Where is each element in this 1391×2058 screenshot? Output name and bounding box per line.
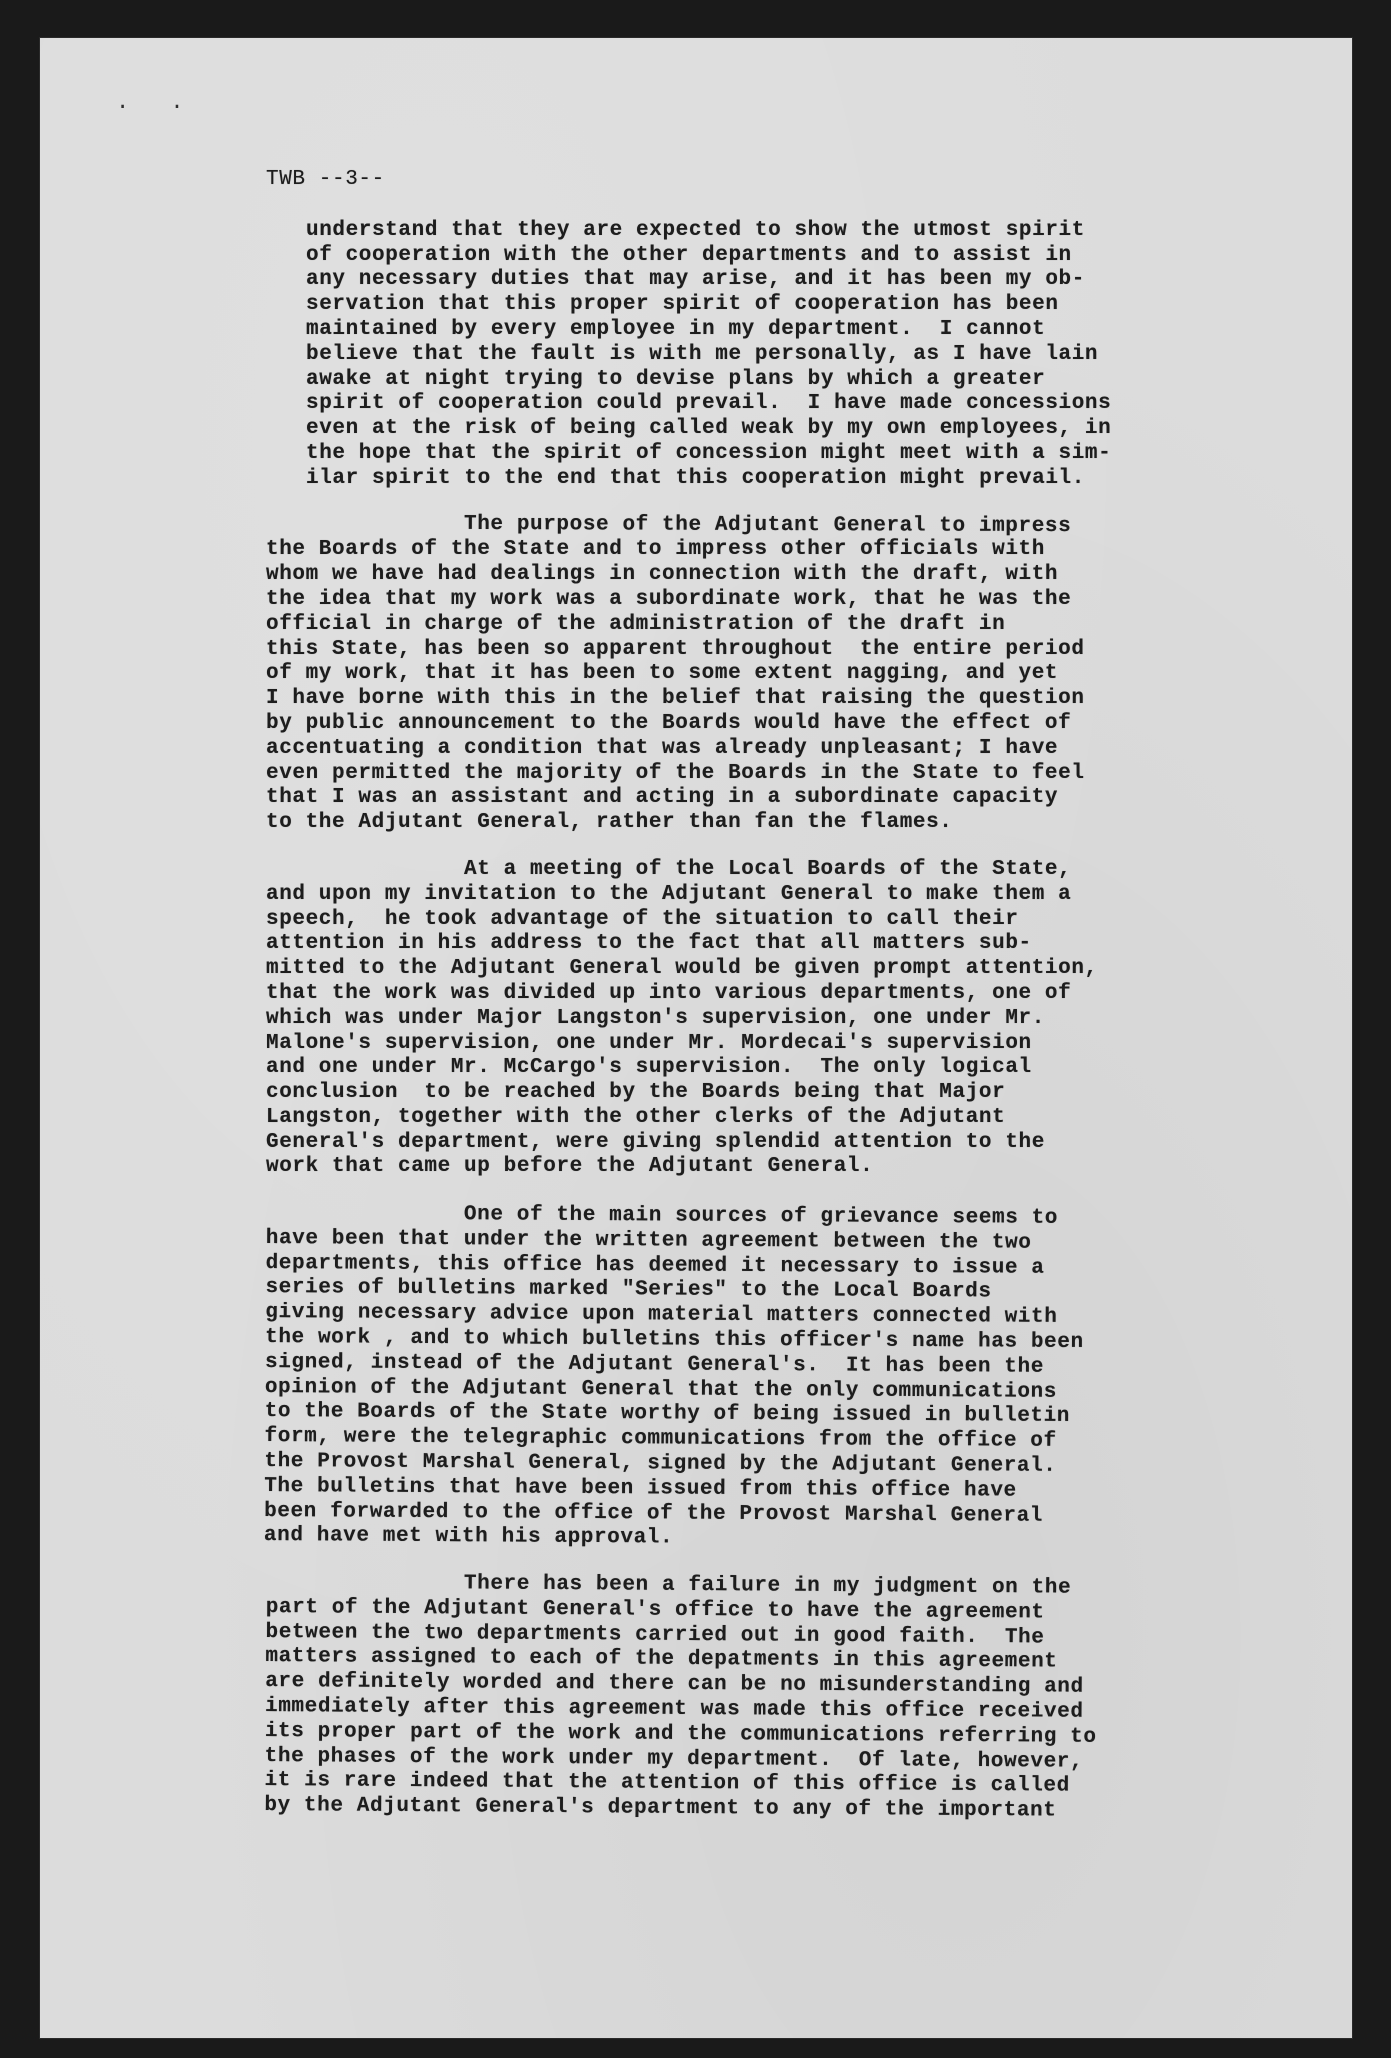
text-line: spirit of cooperation could prevail. I have made concessions xyxy=(306,392,1112,416)
text-line: even at the risk of being called weak by my own employees, in xyxy=(306,417,1112,441)
text-line: official in charge of the administration of the draft in xyxy=(266,612,1006,636)
text-line: have been that under the written agreement between the two xyxy=(265,1227,1032,1255)
text-line: the hope that the spirit of concession might meet with a sim- xyxy=(306,441,1112,465)
paragraph-4 xyxy=(264,1202,1276,1555)
text-line: I have borne with this in the belief that raising the question xyxy=(266,687,1085,711)
text-line: understand that they are expected to show the utmost spirit xyxy=(306,218,1085,242)
margin-marks: . . xyxy=(116,90,198,115)
text-line: that the work was divided up into various departments, one of xyxy=(266,981,1072,1005)
text-line: been forwarded to the office of the Provost Marshal General xyxy=(264,1499,1044,1528)
text-line: signed, instead of the Adjutant General's. It has been the xyxy=(264,1351,1044,1379)
text-line: The purpose of the Adjutant General to impress xyxy=(265,511,1072,538)
text-line: to the Boards of the State worthy of being issued in bulletin xyxy=(264,1400,1071,1429)
text-line: giving necessary advice upon material matters connected with xyxy=(265,1301,1058,1330)
paragraph-5 xyxy=(264,1571,1276,1826)
text-line: by the Adjutant General's department to any of the important xyxy=(264,1794,1057,1824)
text-line: of my work, that it has been to some extent nagging, and yet xyxy=(266,662,1059,686)
text-line: mitted to the Adjutant General would be given prompt attention, xyxy=(266,957,1098,981)
text-line: awake at night trying to devise plans by which a greater xyxy=(306,367,1046,391)
paragraph-1 xyxy=(306,219,1276,492)
text-line: the idea that my work was a subordinate work, that he was the xyxy=(266,587,1072,611)
text-line: its proper part of the work and the communications referring to xyxy=(264,1720,1097,1750)
text-line: The bulletins that have been issued from this office have xyxy=(264,1475,1017,1503)
text-line: speech, he took advantage of the situation to call their xyxy=(266,907,1019,931)
text-line: part of the Adjutant General's office to have the agreement xyxy=(265,1596,1045,1625)
text-line: opinion of the Adjutant General that the only communications xyxy=(264,1375,1058,1404)
text-line: and have met with his approval. xyxy=(263,1524,674,1551)
text-line: One of the main sources of grievance seems to xyxy=(265,1202,1059,1231)
text-line: the phases of the work under my department. Of late, however, xyxy=(264,1745,1084,1774)
text-line: There has been a failure in my judgment on the xyxy=(265,1571,1072,1601)
text-line: of cooperation with the other departments and to assist in xyxy=(306,243,1072,267)
text-line: conclusion to be reached by the Boards being that Major xyxy=(266,1081,1006,1105)
paragraph-3 xyxy=(266,858,1276,1180)
text-line: departments, this office has deemed it necessary to issue a xyxy=(265,1251,1045,1280)
text-line: General's department, were giving splendid attention to the xyxy=(266,1130,1045,1154)
text-line: that I was an assistant and acting in a subordinate capacity xyxy=(266,786,1059,810)
text-line: ilar spirit to the end that this cooperation might prevail. xyxy=(306,466,1085,490)
text-line: accentuating a condition that was already unpleasant; I have xyxy=(266,736,1059,760)
text-line: and upon my invitation to the Adjutant General to make them a xyxy=(266,882,1072,906)
text-line: to the Adjutant General, rather than fan the flames. xyxy=(266,811,953,835)
text-line: matters assigned to each of the depatments in this agreement xyxy=(265,1645,1058,1675)
paragraph-2 xyxy=(265,511,1276,836)
text-line: work that came up before the Adjutant General. xyxy=(266,1155,874,1179)
text-line: servation that this proper spirit of cooperation has been xyxy=(306,293,1059,317)
text-line: the Provost Marshal General, signed by the Adjutant General. xyxy=(264,1450,1057,1479)
text-line: At a meeting of the Local Boards of the State, xyxy=(266,857,1072,881)
text-line: maintained by every employee in my department. I cannot xyxy=(306,317,1046,341)
page-header: TWB --3-- xyxy=(266,168,385,191)
text-line: and one under Mr. McCargo's supervision. The only logical xyxy=(266,1056,1032,1080)
text-line: it is rare indeed that the attention of this office is called xyxy=(264,1769,1070,1799)
text-line: the work , and to which bulletins this officer's name has been xyxy=(265,1326,1084,1355)
text-line: which was under Major Langston's supervision, one under Mr. xyxy=(266,1006,1045,1030)
text-line: immediately after this agreement was made this office received xyxy=(264,1695,1084,1725)
text-line: series of bulletins marked "Series" to the Local Boards xyxy=(265,1276,992,1305)
text-line: whom we have had dealings in connection with the draft, with xyxy=(266,563,1059,587)
text-line: by public announcement to the Boards would have the effect of xyxy=(266,711,1072,735)
text-line: Langston, together with the other clerks of the Adjutant xyxy=(266,1105,1006,1129)
text-line: believe that the fault is with me personally, as I have lain xyxy=(306,342,1099,366)
letter-body xyxy=(263,168,1276,1841)
text-line: form, were the telegraphic communications from the office of xyxy=(264,1425,1057,1454)
text-line: Malone's supervision, one under Mr. Mordecai's supervision xyxy=(266,1031,1032,1055)
text-line: even permitted the majority of the Boards in the State to feel xyxy=(266,761,1085,785)
text-line: between the two departments carried out in good faith. The xyxy=(265,1621,1045,1650)
text-line: the Boards of the State and to impress other officials with xyxy=(266,538,1045,562)
text-line: are definitely worded and there can be no misunderstanding and xyxy=(265,1670,1084,1700)
text-line: attention in his address to the fact that all matters sub- xyxy=(266,932,1032,956)
text-line: any necessary duties that may arise, and it has been my ob- xyxy=(306,268,1085,292)
text-line: this State, has been so apparent throughout the entire period xyxy=(266,637,1085,661)
document-page xyxy=(40,38,1352,2038)
